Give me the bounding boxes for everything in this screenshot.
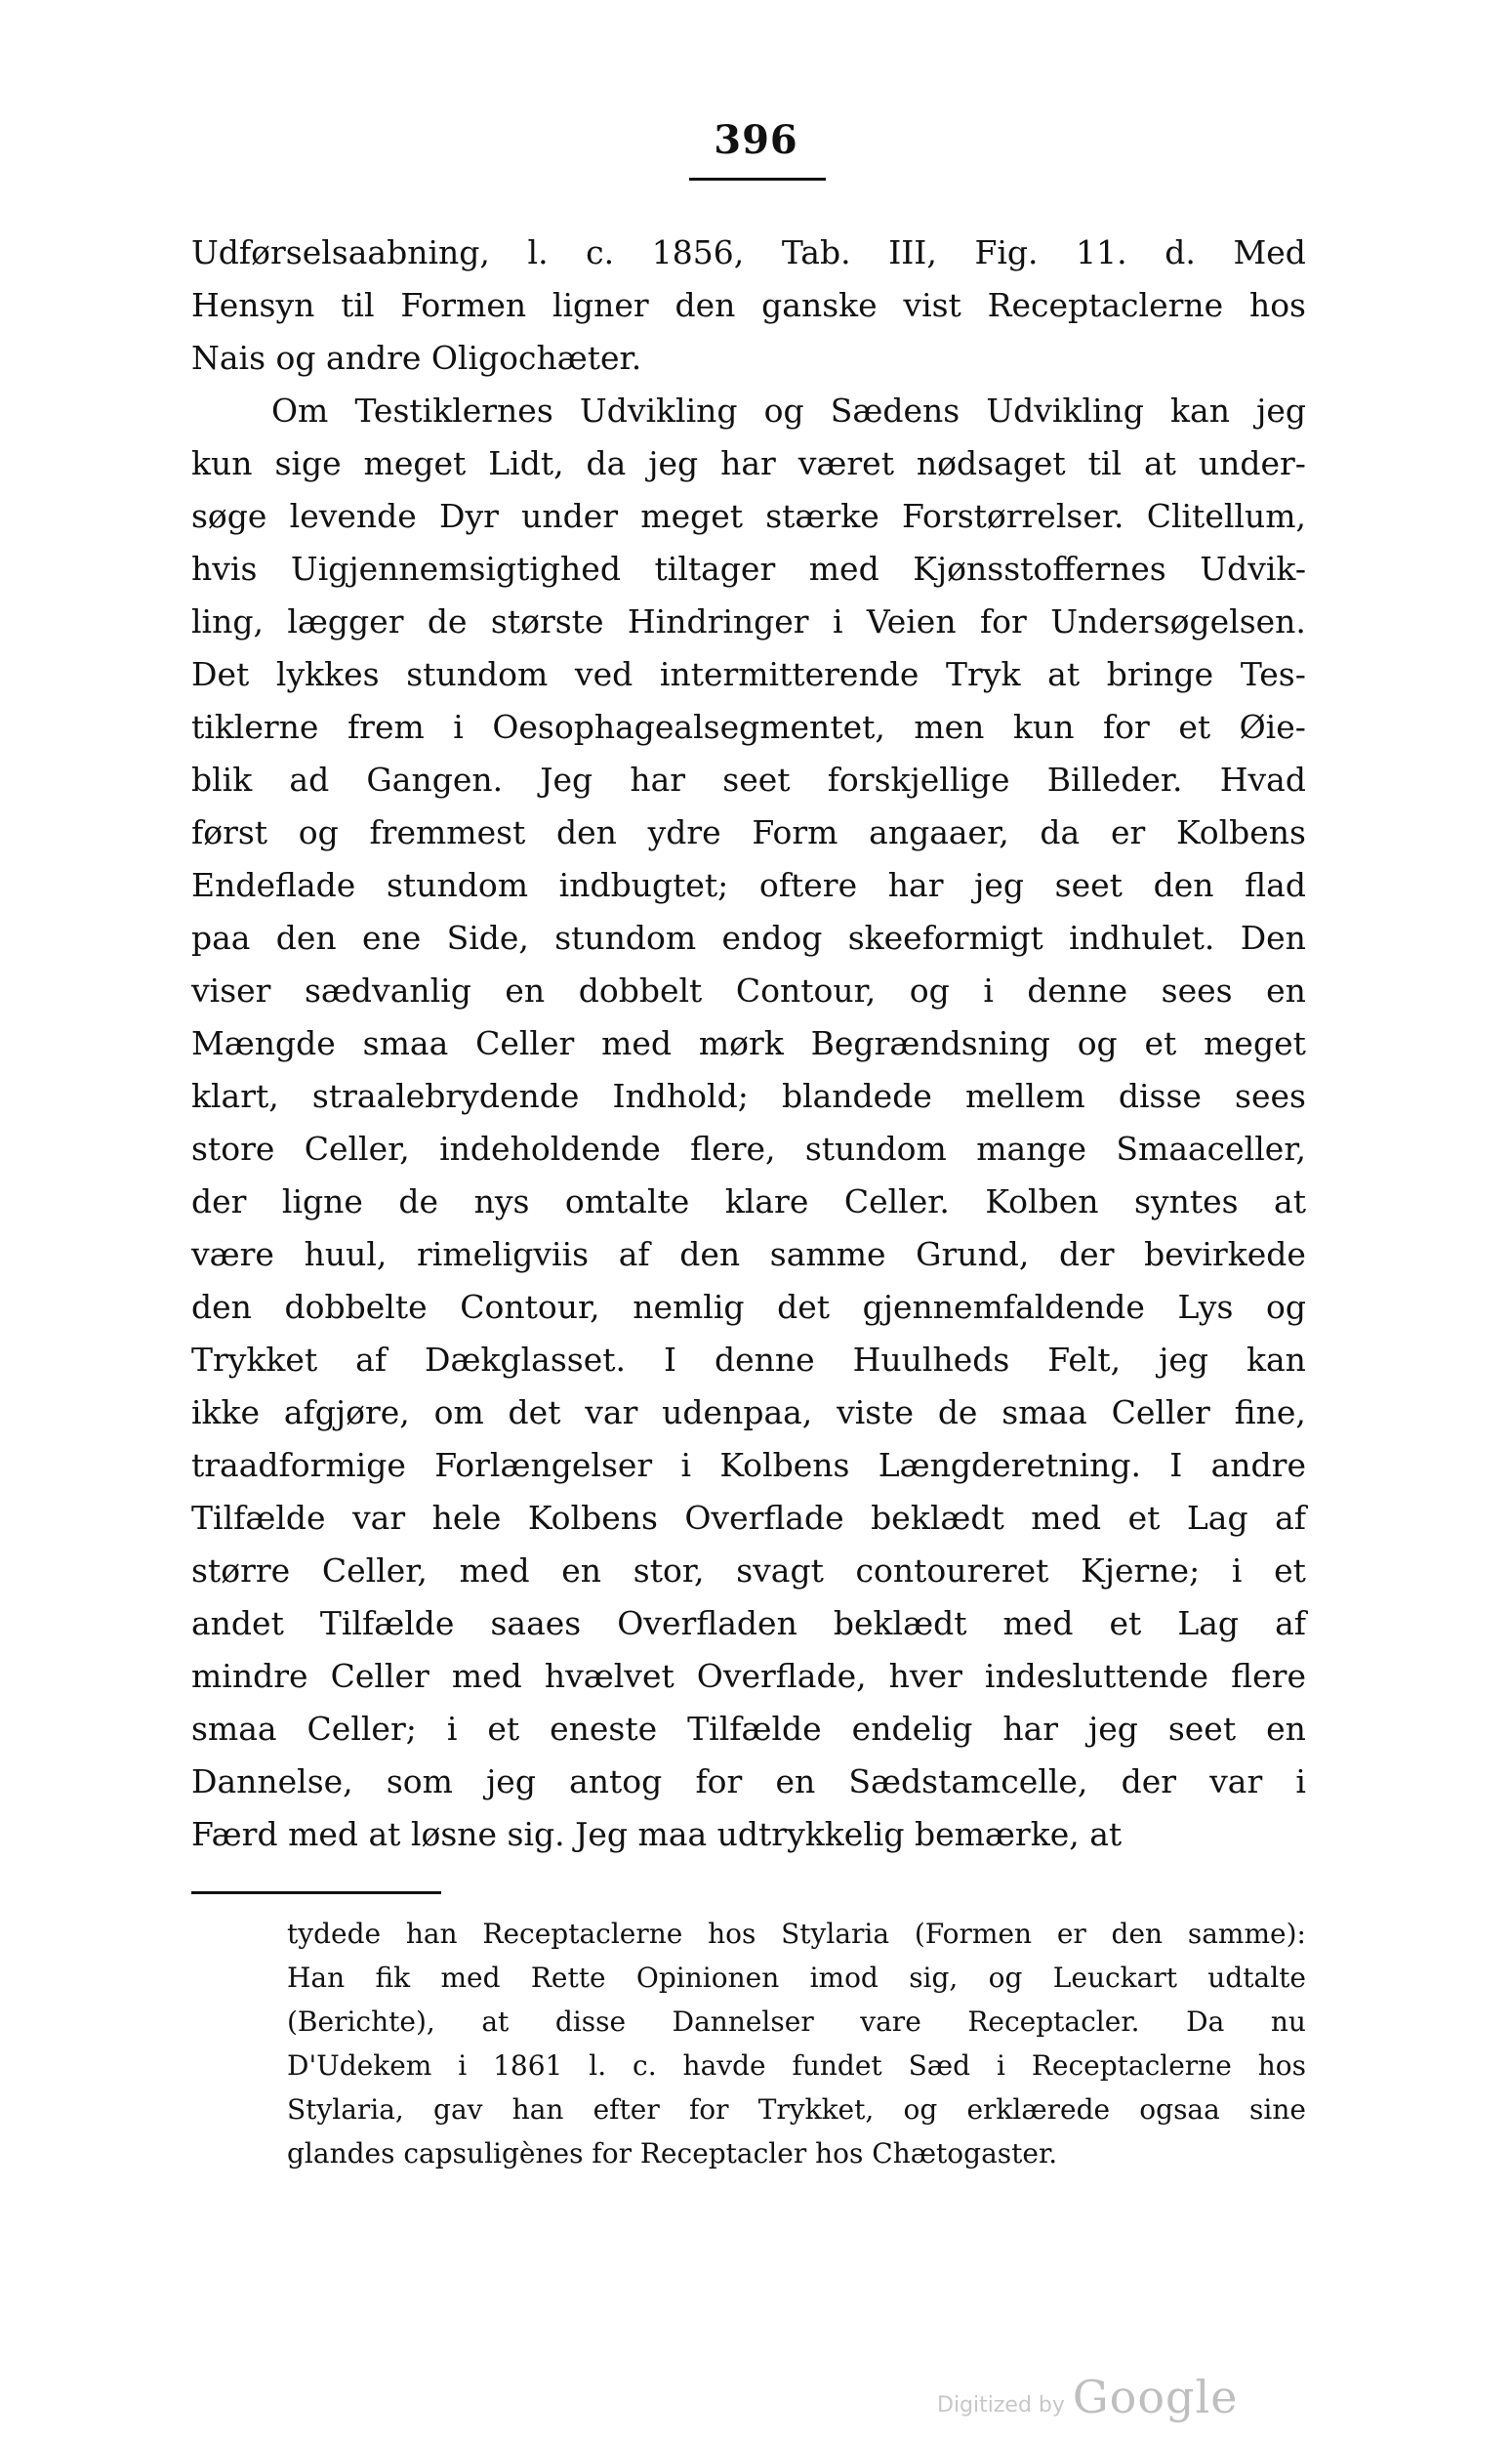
footnote-line: (Berichte), at disse Dannelser vare Receptacler. Da nu (287, 2005, 1306, 2038)
body-text-line: klart, straalebrydende Indhold; blandede mellem disse sees (191, 1077, 1306, 1115)
body-text-line: tiklerne frem i Oesophagealsegmentet, men kun for et Øie- (191, 708, 1306, 746)
body-text-line: den dobbelte Contour, nemlig det gjennemfaldende Lys og (191, 1288, 1306, 1326)
body-text-line: først og fremmest den ydre Form angaaer, da er Kolbens (191, 813, 1306, 851)
body-text-line: Dannelse, som jeg antog for en Sædstamcelle, der var i (191, 1762, 1306, 1800)
watermark-google-logo: Google (1072, 2371, 1239, 2423)
body-text-line: Mængde smaa Celler med mørk Begrændsning og et meget (191, 1024, 1306, 1062)
footnote-line: glandes capsuligènes for Receptacler hos Chætogaster. (287, 2137, 1058, 2170)
body-text (191, 227, 1306, 1861)
footnote-line: tydede han Receptaclerne hos Stylaria (Formen er den samme): (287, 1918, 1306, 1950)
body-text-line: mindre Celler med hvælvet Overflade, hver indesluttende flere (191, 1657, 1306, 1695)
watermark-digitized-text: Digitized by (937, 2393, 1065, 2418)
body-text-line: andet Tilfælde saaes Overfladen beklædt med et Lag af (191, 1604, 1306, 1642)
google-watermark (937, 2371, 1269, 2423)
body-text-line: ling, lægger de største Hindringer i Veien for Undersøgelsen. (191, 602, 1306, 641)
body-text-line: store Celler, indeholdende flere, stundom mange Smaaceller, (191, 1130, 1306, 1168)
body-text-line: traadformige Forlængelser i Kolbens Længderetning. I andre (191, 1446, 1306, 1484)
body-text-line: Tilfælde var hele Kolbens Overflade beklædt med et Lag af (191, 1499, 1306, 1537)
body-text-line: Udførselsaabning, l. c. 1856, Tab. III, Fig. 11. d. Med (191, 233, 1306, 271)
body-text-line: Endeflade stundom indbugtet; oftere har jeg seet den flad (191, 866, 1306, 904)
body-text-line: søge levende Dyr under meget stærke Forstørrelser. Clitellum, (191, 497, 1306, 535)
page-number: 396 (714, 117, 798, 163)
footnote-divider (191, 1891, 441, 1894)
body-text-line: smaa Celler; i et eneste Tilfælde endelig har jeg seet en (191, 1710, 1306, 1748)
body-text-line: Nais og andre Oligochæter. (191, 339, 642, 377)
body-text-line: Færd med at løsne sig. Jeg maa udtrykkelig bemærke, at (191, 1815, 1123, 1853)
page-number-underline (689, 178, 826, 181)
footnote-line: Stylaria, gav han efter for Trykket, og erklærede ogsaa sine (287, 2093, 1306, 2126)
body-text-line: Om Testiklernes Udvikling og Sædens Udvikling kan jeg (271, 392, 1306, 430)
footnote (287, 1912, 1306, 2175)
body-text-line: Hensyn til Formen ligner den ganske vist Receptaclerne hos (191, 286, 1306, 324)
body-text-line: Trykket af Dækglasset. I denne Huulheds Felt, jeg kan (191, 1341, 1306, 1379)
body-text-line: større Celler, med en stor, svagt contoureret Kjerne; i et (191, 1551, 1306, 1590)
body-text-line: være huul, rimeligviis af den samme Grund, der bevirkede (191, 1235, 1306, 1273)
body-text-line: der ligne de nys omtalte klare Celler. Kolben syntes at (191, 1182, 1306, 1220)
footnote-line: D'Udekem i 1861 l. c. havde fundet Sæd i Receptaclerne hos (287, 2049, 1306, 2082)
body-text-line: hvis Uigjennemsigtighed tiltager med Kjønsstoffernes Udvik- (191, 550, 1306, 588)
body-text-line: blik ad Gangen. Jeg har seet forskjellige Billeder. Hvad (191, 761, 1306, 799)
body-text-line: kun sige meget Lidt, da jeg har været nødsaget til at under- (191, 444, 1306, 482)
body-text-line: Det lykkes stundom ved intermitterende Tryk at bringe Tes- (191, 655, 1306, 693)
body-text-line: paa den ene Side, stundom endog skeeformigt indhulet. Den (191, 919, 1306, 957)
footnote-line: Han fik med Rette Opinionen imod sig, og Leuckart udtalte (287, 1962, 1306, 1994)
body-text-line: ikke afgjøre, om det var udenpaa, viste de smaa Celler fine, (191, 1393, 1306, 1431)
body-text-line: viser sædvanlig en dobbelt Contour, og i denne sees en (191, 971, 1306, 1010)
